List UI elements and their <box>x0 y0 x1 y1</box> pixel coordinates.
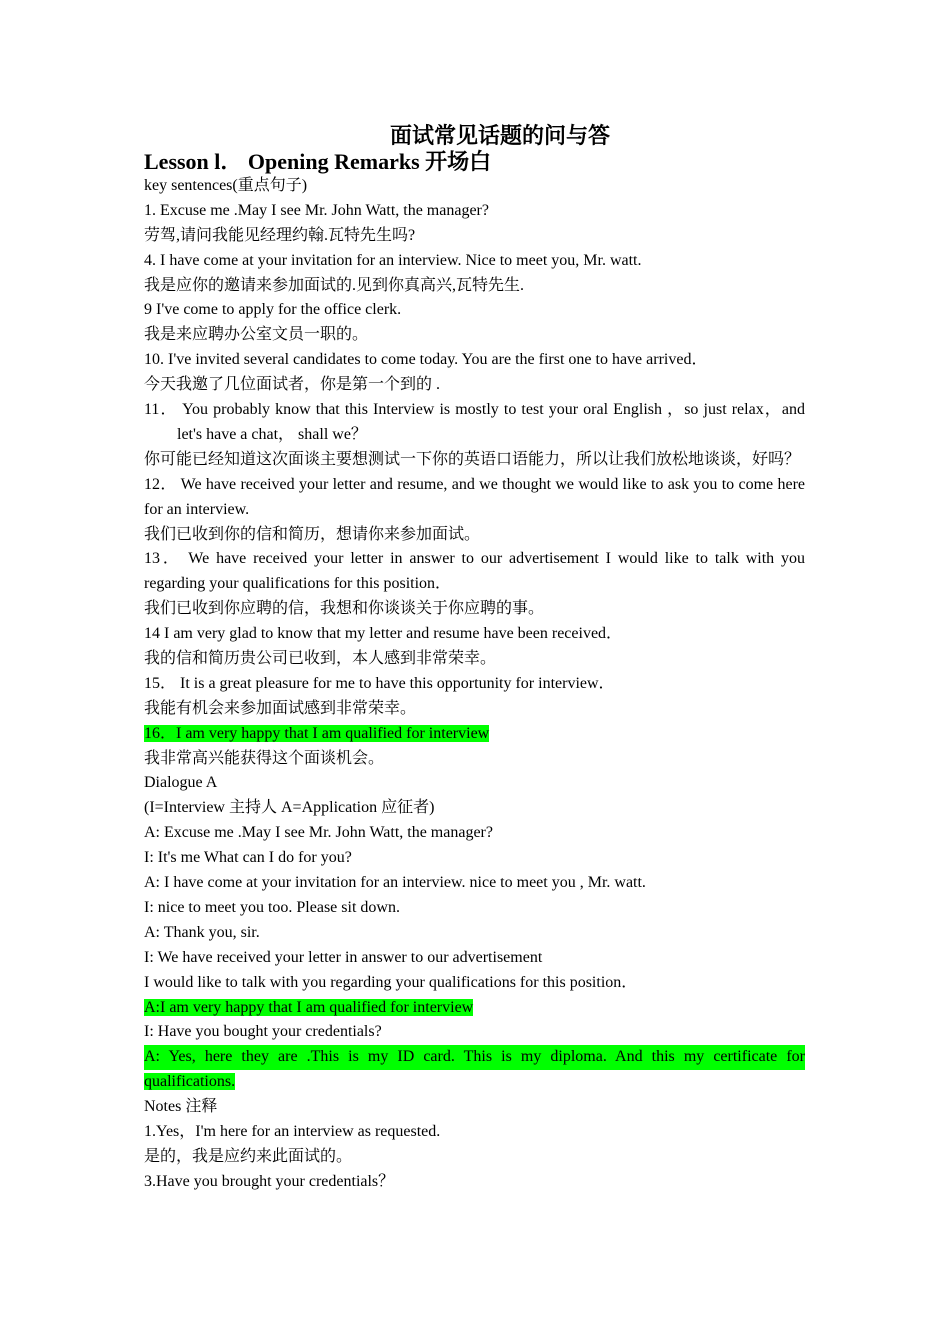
dialogue-line: I: It's me What can I do for you? <box>144 849 352 867</box>
sentence-zh: 今天我邀了几位面试者，你是第一个到的 . <box>144 376 441 394</box>
sentence-en: 12． We have received your letter and resume, and we thought we would like to ask you to come here for an interview. <box>144 475 805 518</box>
notes-title: Notes 注释 <box>144 1098 218 1116</box>
sentence-en: 13． We have received your letter in answer to our advertisement I would like to talk with you regarding your qualifications for this position． <box>144 550 805 593</box>
dialogue-legend: (I=Interview 主持人 A=Application 应征者) <box>144 799 435 817</box>
document-title: 面试常见话题的问与答 <box>389 123 610 148</box>
note-line: 1.Yes，I'm here for an interview as requested. <box>144 1122 441 1140</box>
sentence-en: 1. Excuse me .May I see Mr. John Watt, the manager? <box>144 201 489 219</box>
sentence-zh: 我的信和简历贵公司已收到，本人感到非常荣幸。 <box>144 650 497 668</box>
sentence-zh: 我是应你的邀请来参加面试的.见到你真高兴,瓦特先生. <box>144 276 525 294</box>
lesson-heading: Lesson l． Opening Remarks 开场白 <box>144 149 492 174</box>
highlighted-dialogue-line: qualifications. <box>144 1073 236 1091</box>
dialogue-line: A: Thank you, sir. <box>144 923 260 941</box>
sentence-zh: 你可能已经知道这次面谈主要想测试一下你的英语口语能力，所以让我们放松地谈谈，好吗？ <box>144 450 801 468</box>
sentence-zh: 我是来应聘办公室文员一职的。 <box>144 326 369 344</box>
document-body <box>144 174 805 1195</box>
note-line: 是的，我是应约来此面试的。 <box>144 1147 353 1165</box>
sentence-zh: 我们已收到你的信和简历，想请你来参加面试。 <box>144 525 481 543</box>
highlighted-dialogue-line: A:I am very happy that I am qualified for interview <box>144 998 474 1016</box>
dialogue-line: I: nice to meet you too. Please sit down. <box>144 898 400 916</box>
sentence-zh: 我们已收到你应聘的信，我想和你谈谈关于你应聘的事。 <box>144 600 545 618</box>
dialogue-line: A: Excuse me .May I see Mr. John Watt, the manager? <box>144 824 493 842</box>
sentence-en: 10. I've invited several candidates to come today. You are the first one to have arrived． <box>144 351 708 369</box>
sentence-zh: 我非常高兴能获得这个面谈机会。 <box>144 749 385 767</box>
key-sentences-label: key sentences(重点句子) <box>144 177 308 194</box>
sentence-zh: 劳驾,请问我能见经理约翰.瓦特先生吗? <box>144 226 416 244</box>
note-line: 3.Have you brought your credentials？ <box>144 1172 395 1190</box>
dialogue-line: I: We have received your letter in answer to our advertisement <box>144 948 543 966</box>
dialogue-line: A: I have come at your invitation for an interview. nice to meet you , Mr. watt. <box>144 874 646 892</box>
sentence-zh: 我能有机会来参加面试感到非常荣幸。 <box>144 699 417 717</box>
dialogue-line: I: Have you bought your credentials? <box>144 1023 382 1041</box>
sentence-en: 9 I've come to apply for the office clerk. <box>144 301 402 319</box>
dialogue-line: I would like to talk with you regarding your qualifications for this position． <box>144 973 638 991</box>
dialogue-title: Dialogue A <box>144 774 218 792</box>
highlighted-dialogue-line: A: Yes, here they are .This is my ID card. This is my diploma. And this my certificate for <box>144 1045 805 1070</box>
sentence-en: 14 I am very glad to know that my letter and resume have been received． <box>144 625 623 643</box>
sentence-en: 11． You probably know that this Interview is mostly to test your oral English ，so just relax，and let's have a chat， shall we？ <box>144 401 805 443</box>
sentence-en: 4. I have come at your invitation for an interview. Nice to meet you, Mr. watt. <box>144 251 642 269</box>
highlighted-sentence: 16．I am very happy that I am qualified for interview <box>144 724 490 742</box>
sentence-en: 15． It is a great pleasure for me to have this opportunity for interview． <box>144 674 615 692</box>
